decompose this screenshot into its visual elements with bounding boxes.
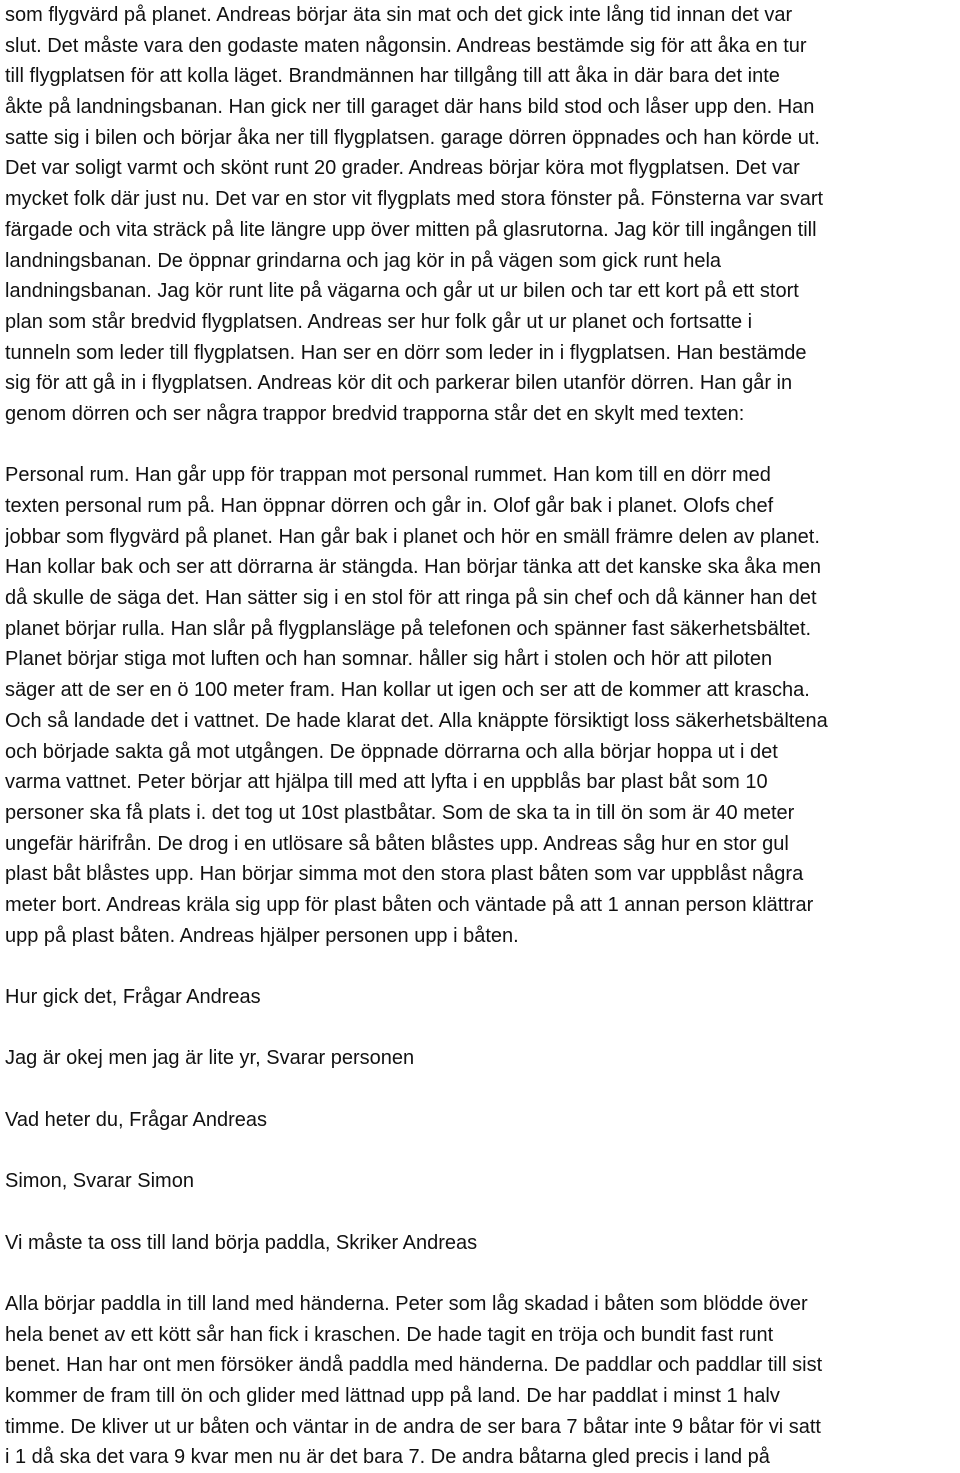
text-line: åkte på landningsbanan. Han gick ner till garaget där hans bild stod och låser upp den. Han: [5, 96, 815, 119]
paragraph-gap: [5, 1197, 960, 1228]
text-line: tunneln som leder till flygplatsen. Han ser en dörr som leder in i flygplatsen. Han bestämde: [5, 341, 807, 364]
paragraph-3: [5, 1289, 960, 1473]
paragraph-gap: [5, 1013, 960, 1044]
text-line: ungefär härifrån. De drog i en utlösare så båten blåstes upp. Andreas såg hur en stor gul: [5, 832, 789, 855]
text-line: i 1 då ska det vara 9 kvar men nu är det bara 7. De andra båtarna gled precis i land på: [5, 1446, 770, 1469]
text-line: timme. De kliver ut ur båten och väntar in de andra de ser bara 7 båtar inte 9 båtar för vi satt: [5, 1415, 821, 1438]
text-line: texten personal rum på. Han öppnar dörren och går in. Olof går bak i planet. Olofs chef: [5, 495, 774, 517]
text-line: till flygplatsen för att kolla läget. Brandmännen har tillgång till att åka in där bara det inte: [5, 65, 780, 88]
text-line: då skulle de säga det. Han sätter sig i en stol för att ringa på sin chef och då känner han det: [5, 587, 817, 610]
paragraph-gap: [5, 1135, 960, 1166]
text-line: landningsbanan. Jag kör runt lite på vägarna och går ut ur bilen och tar ett kort på ett stort: [5, 280, 799, 303]
text-line: säger att de ser en ö 100 meter fram. Han kollar ut igen och ser att de kommer att krascha.: [5, 679, 810, 702]
text-line: plan som står bredvid flygplatsen. Andreas ser hur folk går ut ur planet och fortsatte i: [5, 310, 753, 333]
text-line: varma vattnet. Peter börjar att hjälpa till med att lyfta i en uppblås bar plast båt som 10: [5, 771, 768, 794]
text-line: benet. Han har ont men försöker ändå paddla med händerna. De paddlar och paddlar till sist: [5, 1354, 823, 1377]
document-page: [5, 0, 960, 1473]
text-line: Det var soligt varmt och skönt runt 20 grader. Andreas börjar köra mot flygplatsen. Det var: [5, 157, 800, 180]
text-line: landningsbanan. De öppnar grindarna och jag kör in på vägen som gick runt hela: [5, 249, 722, 272]
text-line: och började sakta gå mot utgången. De öppnade dörrarna och alla börjar hoppa ut i det: [5, 740, 778, 763]
text-line: färgade och vita sträck på lite längre upp över mitten på glasrutorna. Jag kör till ingången till: [5, 218, 817, 241]
text-line: personer ska få plats i. det tog ut 10st plastbåtar. Som de ska ta in till ön som är 40 meter: [5, 801, 795, 824]
text-line: mycket folk där just nu. Det var en stor vit flygplats med stora fönster på. Fönsterna var svart: [5, 188, 824, 211]
text-line: som flygvärd på planet. Andreas börjar äta sin mat och det gick inte lång tid innan det var: [5, 4, 793, 26]
text-line: satte sig i bilen och börjar åka ner till flygplatsen. garage dörren öppnades och han körde ut.: [5, 126, 820, 149]
text-line: slut. Det måste vara den godaste maten någonsin. Andreas bestämde sig för att åka en tur: [5, 34, 807, 57]
text-line: Planet börjar stiga mot luften och han somnar. håller sig hårt i stolen och hör att piloten: [5, 648, 773, 671]
paragraph-2: [5, 460, 960, 951]
text-line: Personal rum. Han går upp för trappan mot personal rummet. Han kom till en dörr med: [5, 464, 771, 487]
text-line: planet börjar rulla. Han slår på flygplansläge på telefonen och spänner fast säkerhetsbältet.: [5, 617, 812, 640]
text-line: Och så landade det i vattnet. De hade klarat det. Alla knäppte försiktigt loss säkerhetsbältena: [5, 709, 828, 732]
dialogue-line: Hur gick det, Frågar Andreas: [5, 986, 261, 1008]
text-line: hela benet av ett kött sår han fick i kraschen. De hade tagit en tröja och bundit fast runt: [5, 1323, 774, 1346]
paragraph-gap: [5, 1074, 960, 1105]
text-line: kommer de fram till ön och glider med lättnad upp på land. De har paddlat i minst 1 halv: [5, 1384, 780, 1407]
paragraph-gap: [5, 1258, 960, 1289]
paragraph-gap: [5, 430, 960, 461]
paragraph-1: [5, 0, 960, 430]
dialogue-line: Vi måste ta oss till land börja paddla, Skriker Andreas: [5, 1231, 478, 1254]
text-line: Alla börjar paddla in till land med händerna. Peter som låg skadad i båten som blödde över: [5, 1292, 808, 1315]
paragraph-gap: [5, 951, 960, 982]
text-line: Han kollar bak och ser att dörrarna är stängda. Han börjar tänka att det kanske ska åka men: [5, 556, 821, 579]
text-line: meter bort. Andreas kräla sig upp för plast båten och väntade på att 1 annan person klättrar: [5, 893, 814, 916]
text-line: jobbar som flygvärd på planet. Han går bak i planet och hör en smäll främre delen av planet.: [5, 525, 820, 548]
text-line: upp på plast båten. Andreas hjälper personen upp i båten.: [5, 924, 519, 947]
text-line: genom dörren och ser några trappor bredvid trapporna står det en skylt med texten:: [5, 402, 745, 425]
text-line: sig för att gå in i flygplatsen. Andreas kör dit och parkerar bilen utanför dörren. Han går in: [5, 372, 793, 395]
dialogue-line: Jag är okej men jag är lite yr, Svarar personen: [5, 1047, 415, 1070]
dialogue-line: Simon, Svarar Simon: [5, 1170, 194, 1193]
text-line: plast båt blåstes upp. Han börjar simma mot den stora plast båten som var uppblåst några: [5, 863, 804, 886]
dialogue-line: Vad heter du, Frågar Andreas: [5, 1108, 268, 1131]
